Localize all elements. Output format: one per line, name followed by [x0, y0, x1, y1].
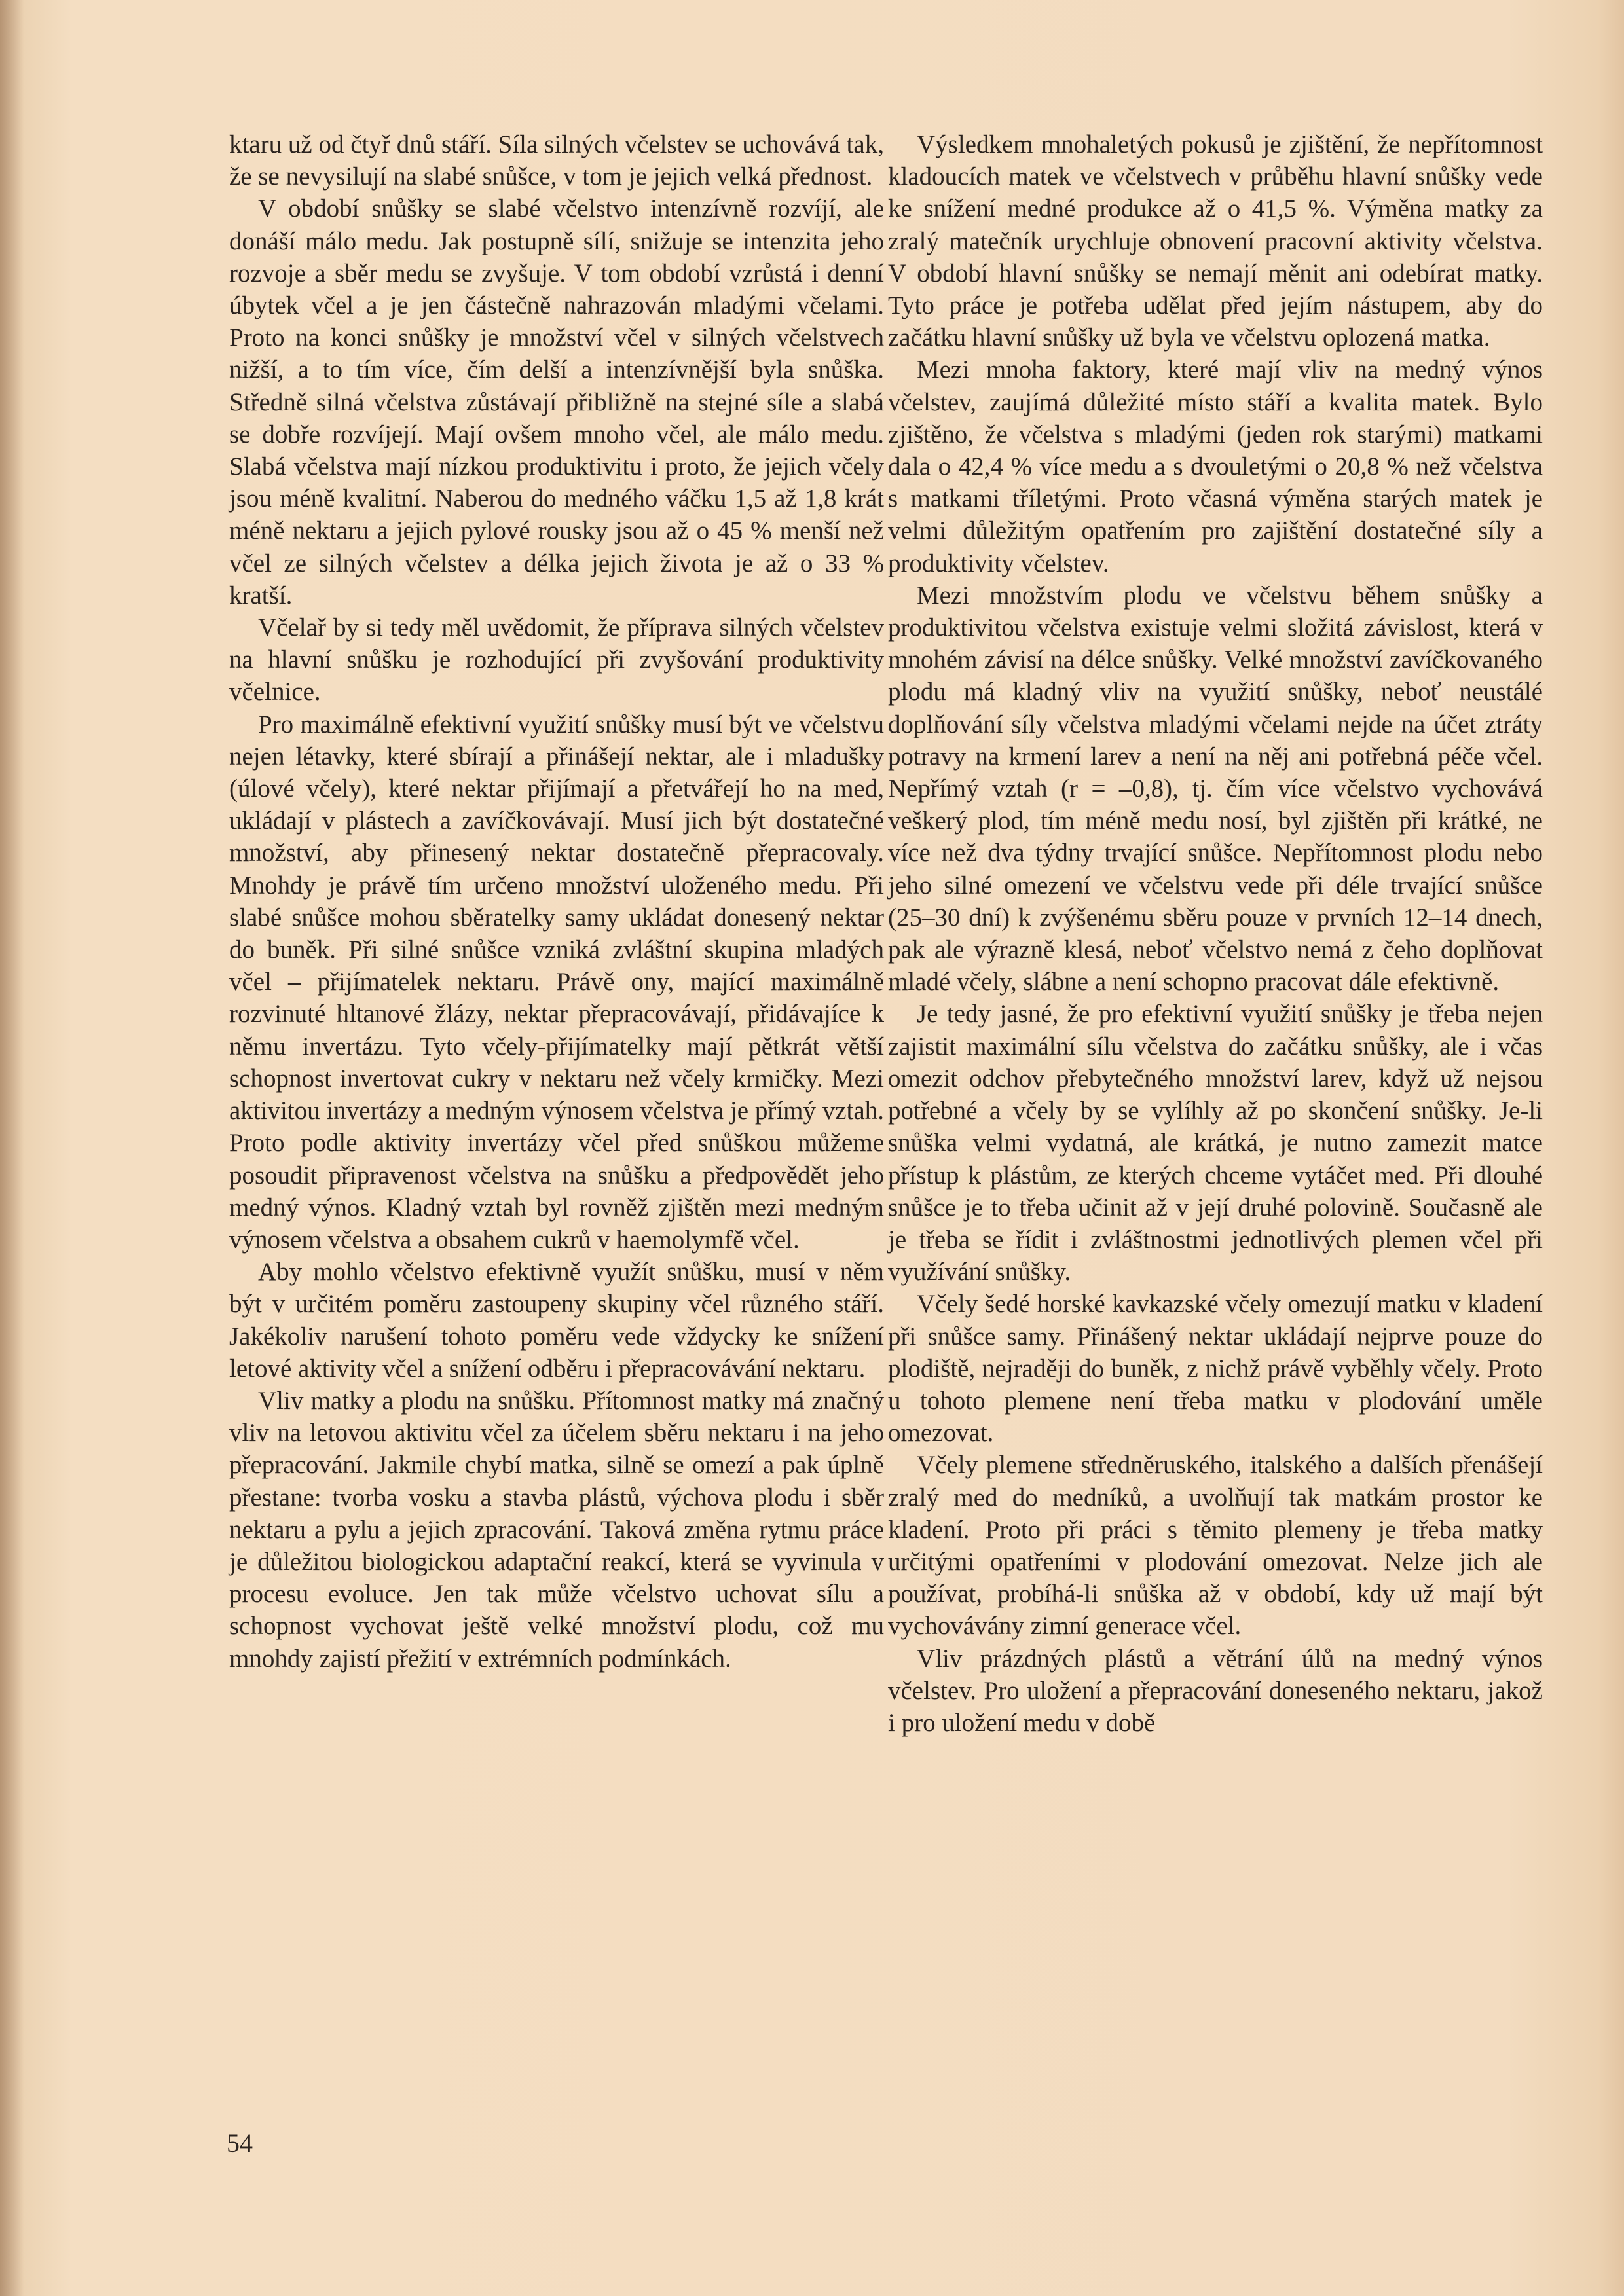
right-text-column [888, 128, 1543, 1739]
paragraph: Vliv matky a plodu na snůšku. Přítomnost matky má značný vliv na letovou aktivitu včel za účelem sběru nektaru i na jeho přepracování. Jakmile chybí matka, silně se omezí a pak úplně přestane: tvorba vosku a stavba plástů, výchova plodu i sběr nektaru a pylu a jejich zpracování. Taková změna rytmu práce je důležitou biologickou adaptační reakcí, která se vyvinula v procesu evoluce. Jen tak může včelstvo uchovat sílu a schopnost vychovat ještě velké množství plodu, což mu mnohdy zajistí přežití v extrémních podmínkách. [229, 1386, 884, 1673]
page-number: 54 [227, 2128, 253, 2158]
paragraph: ktaru už od čtyř dnů stáří. Síla silných včelstev se uchovává tak, že se nevysilují na slabé snůšce, v tom je jejich velká přednost. [229, 130, 884, 191]
paragraph: Aby mohlo včelstvo efektivně využít snůšku, musí v něm být v určitém poměru zastoupeny skupiny včel různého stáří. Jakékoliv narušení tohoto poměru vede vždycky ke snížení letové aktivity včel a snížení odběru i přepracovávání nektaru. [229, 1258, 884, 1383]
left-text-column [229, 128, 884, 1675]
paragraph: Je tedy jasné, že pro efektivní využití snůšky je třeba nejen zajistit maximální sílu včelstva do začátku snůšky, ale i včas omezit odchov přebytečného množství larev, když už nejsou potřebné a včely by se vylíhly až po skončení snůšky. Je-li snůška velmi vydatná, ale krátká, je nutno zamezit matce přístup k plástům, ze kterých chceme vytáčet med. Při dlouhé snůšce je to třeba učinit až v její druhé polovině. Současně ale je třeba se řídit i zvláštnostmi jednotlivých plemen včel při využívání snůšky. [888, 1000, 1543, 1286]
paragraph: Mezi mnoha faktory, které mají vliv na medný výnos včelstev, zaujímá důležité místo stáří a kvalita matek. Bylo zjištěno, že včelstva s mladými (jeden rok starými) matkami dala o 42,4 % více medu a s dvouletými o 20,8 % než včelstva s matkami tříletými. Proto včasná výměna starých matek je velmi důležitým opatřením pro zajištění dostatečné síly a produktivity včelstev. [888, 355, 1543, 577]
paragraph: Včely šedé horské kavkazské včely omezují matku v kladení při snůšce samy. Přinášený nektar ukládají nejprve pouze do plodiště, nejraději do buněk, z nichž právě vyběhly včely. Proto u tohoto plemene není třeba matku v plodování uměle omezovat. [888, 1290, 1543, 1448]
paragraph: Výsledkem mnohaletých pokusů je zjištění, že nepřítomnost kladoucích matek ve včelstvech v průběhu hlavní snůšky vede ke snížení medné produkce až o 41,5 %. Výměna matky za zralý matečník urychluje obnovení pracovní aktivity včelstva. V období hlavní snůšky se nemají měnit ani odebírat matky. Tyto práce je potřeba udělat před jejím nástupem, aby do začátku hlavní snůšky už byla ve včelstvu oplozená matka. [888, 130, 1543, 352]
paragraph: Včelař by si tedy měl uvědomit, že příprava silných včelstev na hlavní snůšku je rozhodující při zvyšování produktivity včelnice. [229, 613, 884, 706]
paragraph: Včely plemene středněruského, italského a dalších přenášejí zralý med do medníků, a uvolňují tak matkám prostor ke kladení. Proto při práci s těmito plemeny je třeba matky určitými opatřeními v plodování omezovat. Nelze jich ale používat, probíhá-li snůška až v období, kdy už mají být vychovávány zimní generace včel. [888, 1451, 1543, 1641]
paragraph: Vliv prázdných plástů a větrání úlů na medný výnos včelstev. Pro uložení a přepracování doneseného nektaru, jakož i pro uložení medu v době [888, 1644, 1543, 1737]
paragraph: V období snůšky se slabé včelstvo intenzívně rozvíjí, ale donáší málo medu. Jak postupně sílí, snižuje se intenzita jeho rozvoje a sběr medu se zvyšuje. V tom období vzrůstá i denní úbytek včel a je jen částečně nahrazován mladými včelami. Proto na konci snůšky je množství včel v silných včelstvech nižší, a to tím více, čím delší a intenzívnější byla snůška. Středně silná včelstva zůstávají přibližně na stejné síle a slabá se dobře rozvíjejí. Mají ovšem mnoho včel, ale málo medu. Slabá včelstva mají nízkou produktivitu i proto, že jejich včely jsou méně kvalitní. Naberou do medného váčku 1,5 až 1,8 krát méně nektaru a jejich pylové rousky jsou až o 45 % menší než včel ze silných včelstev a délka jejich života je až o 33 % kratší. [229, 194, 884, 610]
paragraph: Mezi množstvím plodu ve včelstvu během snůšky a produktivitou včelstva existuje velmi složitá závislost, která v mnohém závisí na délce snůšky. Velké množství zavíčkovaného plodu má kladný vliv na využití snůšky, neboť neustálé doplňování síly včelstva mladými včelami nejde na účet ztráty potravy na krmení larev a není na něj ani potřebná péče včel. Nepřímý vztah (r = –0,8), tj. čím více včelstvo vychovává veškerý plod, tím méně medu nosí, byl zjištěn při krátké, ne více než dva týdny trvající snůšce. Nepřítomnost plodu nebo jeho silné omezení ve včelstvu vede při déle trvající snůšce (25–30 dní) k zvýšenému sběru pouze v prvních 12–14 dnech, pak ale výrazně klesá, neboť včelstvo nemá z čeho doplňovat mladé včely, slábne a není schopno pracovat dále efektivně. [888, 581, 1543, 996]
paragraph: Pro maximálně efektivní využití snůšky musí být ve včelstvu nejen létavky, které sbírají a přinášejí nektar, ale i mladušky (úlové včely), které nektar přijímají a přetvářejí ho na med, ukládají v plástech a zavíčkovávají. Musí jich být dostatečné množství, aby přinesený nektar dostatečně přepracovaly. Mnohdy je právě tím určeno množství uloženého medu. Při slabé snůšce mohou sběratelky samy ukládat donesený nektar do buněk. Při silné snůšce vzniká zvláštní skupina mladých včel – přijímatelek nektaru. Právě ony, mající maximálně rozvinuté hltanové žlázy, nektar přepracovávají, přidávajíce k němu invertázu. Tyto včely-přijímatelky mají pětkrát větší schopnost invertovat cukry v nektaru než včely krmičky. Mezi aktivitou invertázy a medným výnosem včelstva je přímý vztah. Proto podle aktivity invertázy včel před snůškou můžeme posoudit připravenost včelstva na snůšku a předpovědět jeho medný výnos. Kladný vztah byl rovněž zjištěn mezi medným výnosem včelstva a obsahem cukrů v haemolymfě včel. [229, 710, 884, 1254]
